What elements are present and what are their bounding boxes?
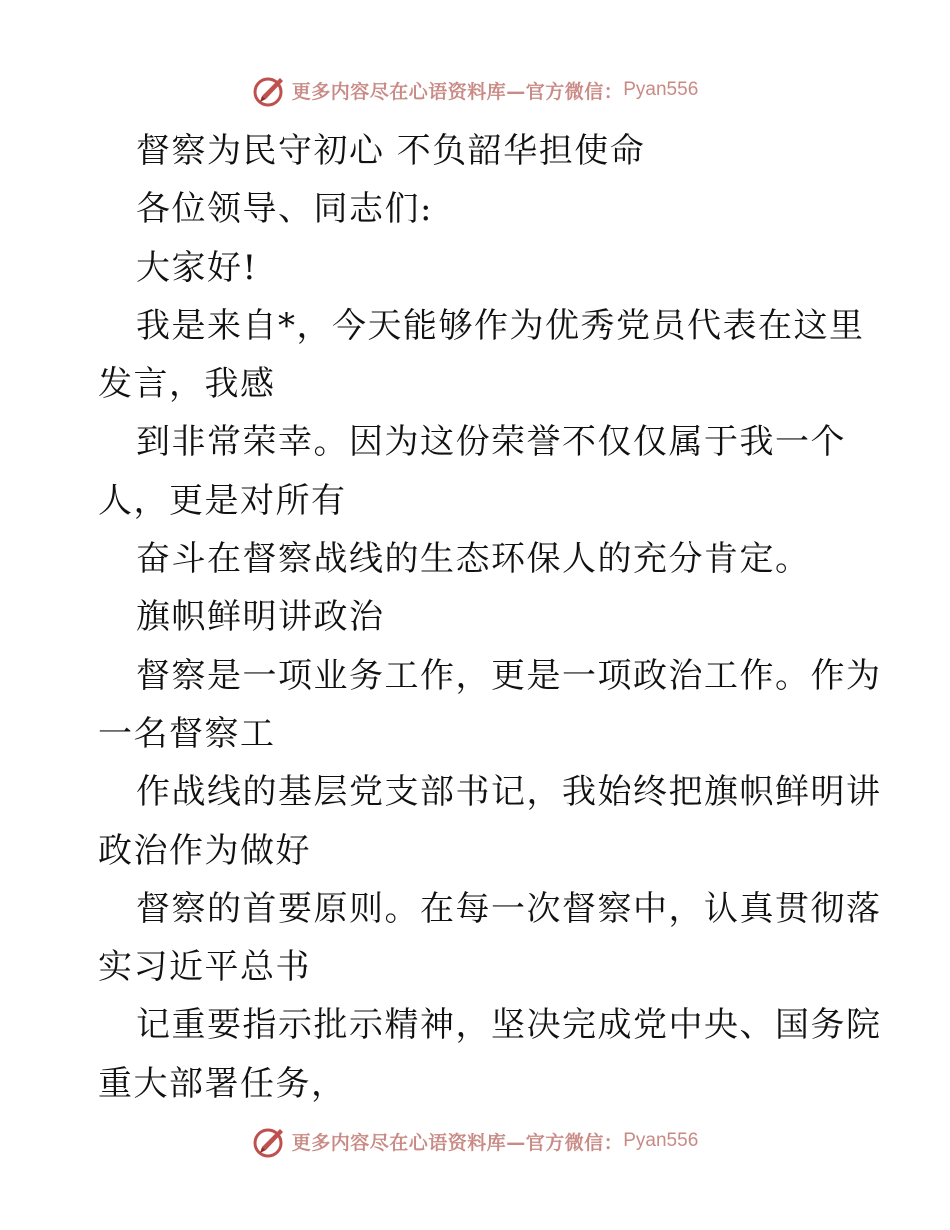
paragraph-line: 实习近平总书 xyxy=(98,947,311,988)
watermark-wechat-id: Pyan556 xyxy=(623,79,699,100)
paragraph-line: 记重要指示批示精神，坚决完成党中央、国务院 xyxy=(136,1005,882,1046)
quill-logo-icon xyxy=(252,72,288,108)
section-heading: 旗帜鲜明讲政治 xyxy=(136,597,385,638)
paragraph-line: 发言，我感 xyxy=(98,364,276,405)
watermark-text: 更多内容尽在心语资料库—官方微信： xyxy=(291,80,624,103)
paragraph-line: 人，更是对所有 xyxy=(98,480,347,521)
paragraph-line: 奋斗在督察战线的生态环保人的充分肯定。 xyxy=(136,539,811,580)
document-body xyxy=(98,122,882,1113)
salutation: 各位领导、同志们: xyxy=(136,189,433,230)
paragraph-line: 我是来自*，今天能够作为优秀党员代表在这里 xyxy=(136,305,865,346)
header-watermark xyxy=(0,68,950,112)
paragraph-line: 重大部署任务， xyxy=(98,1063,347,1104)
watermark-wechat-id: Pyan556 xyxy=(623,1130,699,1151)
paragraph-line: 政治作为做好 xyxy=(98,830,311,871)
paragraph-line: 一名督察工 xyxy=(98,713,276,754)
paragraph-line: 督察的首要原则。在每一次督察中，认真贯彻落 xyxy=(136,888,882,929)
paragraph-line: 到非常荣幸。因为这份荣誉不仅仅属于我一个 xyxy=(136,422,846,463)
watermark-text: 更多内容尽在心语资料库—官方微信： xyxy=(291,1131,624,1154)
document-title: 督察为民守初心 不负韶华担使命 xyxy=(136,131,646,171)
paragraph-line: 督察是一项业务工作，更是一项政治工作。作为 xyxy=(136,655,882,696)
quill-logo-icon xyxy=(252,1123,288,1159)
greeting: 大家好! xyxy=(136,247,258,288)
paragraph-line: 作战线的基层党支部书记，我始终把旗帜鲜明讲 xyxy=(136,772,882,813)
footer-watermark xyxy=(0,1119,950,1163)
